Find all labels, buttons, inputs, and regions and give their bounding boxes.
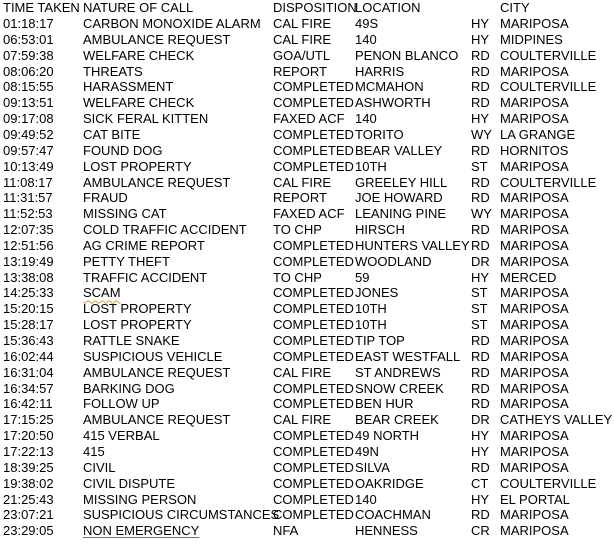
cell-time: 23:29:05 xyxy=(3,523,54,539)
cell-location: BEN HUR xyxy=(355,396,414,412)
cell-nature: AMBULANCE REQUEST xyxy=(83,364,231,380)
table-row xyxy=(0,492,614,508)
cell-road-type: RD xyxy=(471,507,490,523)
cell-time: 18:39:25 xyxy=(3,459,54,475)
cell-disposition: CAL FIRE xyxy=(273,174,332,190)
cell-city: MARIPOSA xyxy=(500,158,569,174)
cell-city: MARIPOSA xyxy=(500,206,569,222)
table-row xyxy=(0,159,614,175)
cell-location: HUNTERS VALLEY xyxy=(355,237,470,253)
cell-disposition: COMPLETED xyxy=(273,507,354,523)
cell-nature: SUSPICIOUS CIRCUMSTANCES xyxy=(83,507,280,523)
cell-road-type: HY xyxy=(471,491,490,507)
cell-time: 09:17:08 xyxy=(3,111,54,127)
cell-city: MARIPOSA xyxy=(500,190,569,206)
cell-road-type: WY xyxy=(471,126,492,142)
cell-location: BEAR CREEK xyxy=(355,412,439,428)
cell-city: MARIPOSA xyxy=(500,443,569,459)
cell-nature: LOST PROPERTY xyxy=(83,301,192,317)
cell-nature: FRAUD xyxy=(83,190,128,206)
cell-disposition: COMPLETED xyxy=(273,142,354,158)
cell-disposition: COMPLETED xyxy=(273,475,354,491)
cell-road-type: RD xyxy=(471,459,490,475)
cell-location: 49S xyxy=(355,16,379,31)
table-row xyxy=(0,111,614,127)
cell-road-type: ST xyxy=(471,158,488,174)
cell-location: GREELEY HILL xyxy=(355,174,448,190)
header-city: CITY xyxy=(500,0,530,15)
cell-road-type: HY xyxy=(471,16,490,31)
cell-disposition: COMPLETED xyxy=(273,459,354,475)
cell-city: COULTERVILLE xyxy=(500,79,597,95)
cell-disposition: TO CHP xyxy=(273,222,322,238)
cell-disposition: NFA xyxy=(273,523,299,539)
cell-disposition: COMPLETED xyxy=(273,443,354,459)
cell-nature: CARBON MONOXIDE ALARM xyxy=(83,16,261,31)
cell-nature: CIVIL DISPUTE xyxy=(83,475,175,491)
cell-time: 08:06:20 xyxy=(3,63,54,79)
table-row xyxy=(0,317,614,333)
cell-disposition: COMPLETED xyxy=(273,491,354,507)
cell-road-type: ST xyxy=(471,285,488,301)
cell-location: HENNESS xyxy=(355,523,418,539)
cell-nature: WELFARE CHECK xyxy=(83,47,195,63)
cell-disposition: GOA/UTL xyxy=(273,47,331,63)
table-row xyxy=(0,444,614,460)
cell-nature: AMBULANCE REQUEST xyxy=(83,174,231,190)
cell-road-type: HY xyxy=(471,111,490,127)
cell-road-type: RD xyxy=(471,333,490,348)
cell-nature: SCAM xyxy=(83,285,121,301)
cell-time: 19:38:02 xyxy=(3,475,54,491)
cell-nature: HARASSMENT xyxy=(83,79,174,95)
cell-city: MARIPOSA xyxy=(500,396,569,412)
cell-location: TIP TOP xyxy=(355,333,405,348)
cell-time: 06:53:01 xyxy=(3,31,54,47)
cell-location: OAKRIDGE xyxy=(355,475,424,491)
cell-disposition: COMPLETED xyxy=(273,428,354,444)
cell-location: JONES xyxy=(355,285,399,301)
cell-nature: LOST PROPERTY xyxy=(83,158,192,174)
cell-city: COULTERVILLE xyxy=(500,47,597,63)
cell-time: 09:49:52 xyxy=(3,126,54,142)
cell-time: 09:57:47 xyxy=(3,142,54,158)
cell-location: 140 xyxy=(355,31,377,47)
cell-time: 14:25:33 xyxy=(3,285,54,301)
table-row xyxy=(0,285,614,301)
table-row xyxy=(0,412,614,428)
cell-road-type: CT xyxy=(471,475,489,491)
cell-location: 49 NORTH xyxy=(355,428,420,444)
cell-location: 10TH xyxy=(355,317,387,333)
table-row xyxy=(0,396,614,412)
table-row xyxy=(0,238,614,254)
cell-location: 140 xyxy=(355,111,377,127)
cell-city: MARIPOSA xyxy=(500,63,569,79)
cell-location: EAST WESTFALL xyxy=(355,348,461,364)
header-time-taken: TIME TAKEN xyxy=(3,0,80,15)
cell-disposition: COMPLETED xyxy=(273,237,354,253)
cell-city: MIDPINES xyxy=(500,31,563,47)
cell-location: TORITO xyxy=(355,126,404,142)
cell-disposition: COMPLETED xyxy=(273,95,354,111)
table-row xyxy=(0,523,614,539)
header-disposition: DISPOSITION xyxy=(273,0,357,15)
cell-disposition: COMPLETED xyxy=(273,285,354,301)
cell-nature: MISSING PERSON xyxy=(83,491,197,507)
cell-time: 15:28:17 xyxy=(3,317,54,333)
cell-time: 01:18:17 xyxy=(3,16,54,31)
cell-time: 13:38:08 xyxy=(3,269,54,285)
cell-nature: RATTLE SNAKE xyxy=(83,333,180,348)
cell-time: 11:52:53 xyxy=(3,206,53,222)
cell-location: PENON BLANCO xyxy=(355,47,459,63)
cell-nature: BARKING DOG xyxy=(83,380,175,396)
cell-nature: AMBULANCE REQUEST xyxy=(83,412,231,428)
cell-disposition: TO CHP xyxy=(273,269,322,285)
cell-disposition: COMPLETED xyxy=(273,79,354,95)
cell-time: 08:15:55 xyxy=(3,79,54,95)
cell-time: 21:25:43 xyxy=(3,491,54,507)
cell-disposition: COMPLETED xyxy=(273,317,354,333)
cell-time: 12:51:56 xyxy=(3,237,54,253)
cell-city: CATHEYS VALLEY xyxy=(500,412,613,428)
cell-city: MARIPOSA xyxy=(500,428,569,444)
header-row xyxy=(0,0,614,16)
cell-time: 16:34:57 xyxy=(3,380,54,396)
table-row xyxy=(0,476,614,492)
cell-road-type: HY xyxy=(471,428,490,444)
cell-road-type: RD xyxy=(471,174,490,190)
cell-time: 15:20:15 xyxy=(3,301,54,317)
cell-disposition: COMPLETED xyxy=(273,333,354,348)
cell-location: ASHWORTH xyxy=(355,95,431,111)
cell-disposition: COMPLETED xyxy=(273,380,354,396)
cell-city: MARIPOSA xyxy=(500,380,569,396)
cell-time: 10:13:49 xyxy=(3,158,54,174)
cell-disposition: COMPLETED xyxy=(273,126,354,142)
cell-city: MARIPOSA xyxy=(500,16,569,31)
cell-location: LEANING PINE xyxy=(355,206,447,222)
cell-city: MARIPOSA xyxy=(500,317,569,333)
table-row xyxy=(0,381,614,397)
table-row xyxy=(0,143,614,159)
cell-city: MARIPOSA xyxy=(500,459,569,475)
table-row xyxy=(0,16,614,32)
table-row xyxy=(0,95,614,111)
cell-road-type: HY xyxy=(471,443,490,459)
cell-nature: CIVIL xyxy=(83,459,116,475)
cell-road-type: ST xyxy=(471,301,488,317)
table-row xyxy=(0,301,614,317)
cell-location: 10TH xyxy=(355,301,387,317)
cell-nature: NON EMERGENCY xyxy=(83,523,200,539)
cell-nature: SUSPICIOUS VEHICLE xyxy=(83,348,223,364)
cell-city: HORNITOS xyxy=(500,142,569,158)
cell-nature: PETTY THEFT xyxy=(83,253,170,269)
table-row xyxy=(0,222,614,238)
cell-time: 12:07:35 xyxy=(3,222,54,238)
cell-city: MARIPOSA xyxy=(500,348,569,364)
cell-road-type: RD xyxy=(471,190,490,206)
cell-nature: FOLLOW UP xyxy=(83,396,160,412)
cell-location: 140 xyxy=(355,491,377,507)
cell-time: 17:22:13 xyxy=(3,443,54,459)
cell-time: 16:42:11 xyxy=(3,396,53,412)
cell-disposition: COMPLETED xyxy=(273,396,354,412)
cell-time: 15:36:43 xyxy=(3,333,54,348)
cell-disposition: COMPLETED xyxy=(273,253,354,269)
table-row xyxy=(0,349,614,365)
cell-road-type: RD xyxy=(471,63,490,79)
cell-location: WOODLAND xyxy=(355,253,432,269)
cell-city: MARIPOSA xyxy=(500,237,569,253)
cell-city: MARIPOSA xyxy=(500,523,569,539)
table-row xyxy=(0,175,614,191)
cell-time: 11:08:17 xyxy=(3,174,53,190)
table-row xyxy=(0,32,614,48)
cell-road-type: HY xyxy=(471,269,490,285)
cell-disposition: CAL FIRE xyxy=(273,364,332,380)
cell-location: HIRSCH xyxy=(355,222,405,238)
cell-nature: LOST PROPERTY xyxy=(83,317,192,333)
cell-disposition: COMPLETED xyxy=(273,301,354,317)
cell-time: 17:15:25 xyxy=(3,412,54,428)
table-row xyxy=(0,254,614,270)
header-location: LOCATION xyxy=(355,0,421,15)
cell-time: 13:19:49 xyxy=(3,253,54,269)
cell-time: 11:31:57 xyxy=(3,190,53,206)
cell-location: ST ANDREWS xyxy=(355,364,441,380)
cell-road-type: CR xyxy=(471,523,490,539)
cell-location: 49N xyxy=(355,443,379,459)
cell-city: LA GRANGE xyxy=(500,126,576,142)
cell-nature: 415 VERBAL xyxy=(83,428,160,444)
cell-road-type: DR xyxy=(471,412,490,428)
cell-disposition: CAL FIRE xyxy=(273,31,332,47)
cell-city: MARIPOSA xyxy=(500,507,569,523)
cell-time: 07:59:38 xyxy=(3,47,54,63)
cell-location: BEAR VALLEY xyxy=(355,142,443,158)
cell-road-type: RD xyxy=(471,396,490,412)
cell-time: 16:02:44 xyxy=(3,348,54,364)
cell-city: COULTERVILLE xyxy=(500,475,597,491)
cell-disposition: CAL FIRE xyxy=(273,412,332,428)
cell-disposition: REPORT xyxy=(273,190,327,206)
cell-city: MARIPOSA xyxy=(500,285,569,301)
cell-nature: WELFARE CHECK xyxy=(83,95,195,111)
table-row xyxy=(0,460,614,476)
cell-time: 16:31:04 xyxy=(3,364,54,380)
cell-road-type: RD xyxy=(471,237,490,253)
cell-road-type: DR xyxy=(471,253,490,269)
cell-city: MARIPOSA xyxy=(500,253,569,269)
cell-nature: FOUND DOG xyxy=(83,142,163,158)
cell-city: MARIPOSA xyxy=(500,301,569,317)
cell-nature: MISSING CAT xyxy=(83,206,167,222)
cell-disposition: COMPLETED xyxy=(273,158,354,174)
cell-nature: AMBULANCE REQUEST xyxy=(83,31,231,47)
cell-disposition: FAXED ACF xyxy=(273,206,345,222)
cell-city: MARIPOSA xyxy=(500,222,569,238)
table-row xyxy=(0,48,614,64)
cell-road-type: RD xyxy=(471,142,490,158)
cell-location: SNOW CREEK xyxy=(355,380,444,396)
header-nature-of-call: NATURE OF CALL xyxy=(83,0,194,15)
cell-road-type: RD xyxy=(471,348,490,364)
cell-city: MARIPOSA xyxy=(500,111,569,127)
cell-location: HARRIS xyxy=(355,63,405,79)
cell-road-type: RD xyxy=(471,95,490,111)
cell-location: 59 xyxy=(355,269,370,285)
cell-road-type: ST xyxy=(471,317,488,333)
cell-disposition: FAXED ACF xyxy=(273,111,345,127)
cell-city: MARIPOSA xyxy=(500,333,569,348)
cell-nature: CAT BITE xyxy=(83,126,141,142)
table-row xyxy=(0,64,614,80)
cell-city: EL PORTAL xyxy=(500,491,570,507)
cell-disposition: REPORT xyxy=(273,63,327,79)
cell-road-type: WY xyxy=(471,206,492,222)
cell-location: 10TH xyxy=(355,158,387,174)
cell-location: MCMAHON xyxy=(355,79,424,95)
cell-city: MARIPOSA xyxy=(500,95,569,111)
table-row xyxy=(0,127,614,143)
table-row xyxy=(0,428,614,444)
cell-nature: COLD TRAFFIC ACCIDENT xyxy=(83,222,247,238)
cell-time: 09:13:51 xyxy=(3,95,54,111)
cell-disposition: CAL FIRE xyxy=(273,16,332,31)
table-row xyxy=(0,190,614,206)
cell-location: SILVA xyxy=(355,459,390,475)
cell-location: JOE HOWARD xyxy=(355,190,443,206)
cell-city: MARIPOSA xyxy=(500,364,569,380)
cell-time: 17:20:50 xyxy=(3,428,54,444)
cell-nature: 415 xyxy=(83,443,105,459)
cell-nature: SICK FERAL KITTEN xyxy=(83,111,209,127)
cell-disposition: COMPLETED xyxy=(273,348,354,364)
cell-nature: AG CRIME REPORT xyxy=(83,237,205,253)
table-row xyxy=(0,365,614,381)
cell-city: MERCED xyxy=(500,269,557,285)
table-row xyxy=(0,270,614,286)
table-row xyxy=(0,79,614,95)
cell-time: 23:07:21 xyxy=(3,507,54,523)
cell-road-type: RD xyxy=(471,380,490,396)
table-row xyxy=(0,507,614,523)
table-row xyxy=(0,206,614,222)
cell-road-type: RD xyxy=(471,79,490,95)
cell-road-type: RD xyxy=(471,222,490,238)
cell-nature: THREATS xyxy=(83,63,143,79)
table-row xyxy=(0,333,614,349)
cell-road-type: HY xyxy=(471,31,490,47)
cell-location: COACHMAN xyxy=(355,507,431,523)
cell-road-type: RD xyxy=(471,364,490,380)
cell-city: COULTERVILLE xyxy=(500,174,597,190)
cell-nature: TRAFFIC ACCIDENT xyxy=(83,269,208,285)
cell-road-type: RD xyxy=(471,47,490,63)
